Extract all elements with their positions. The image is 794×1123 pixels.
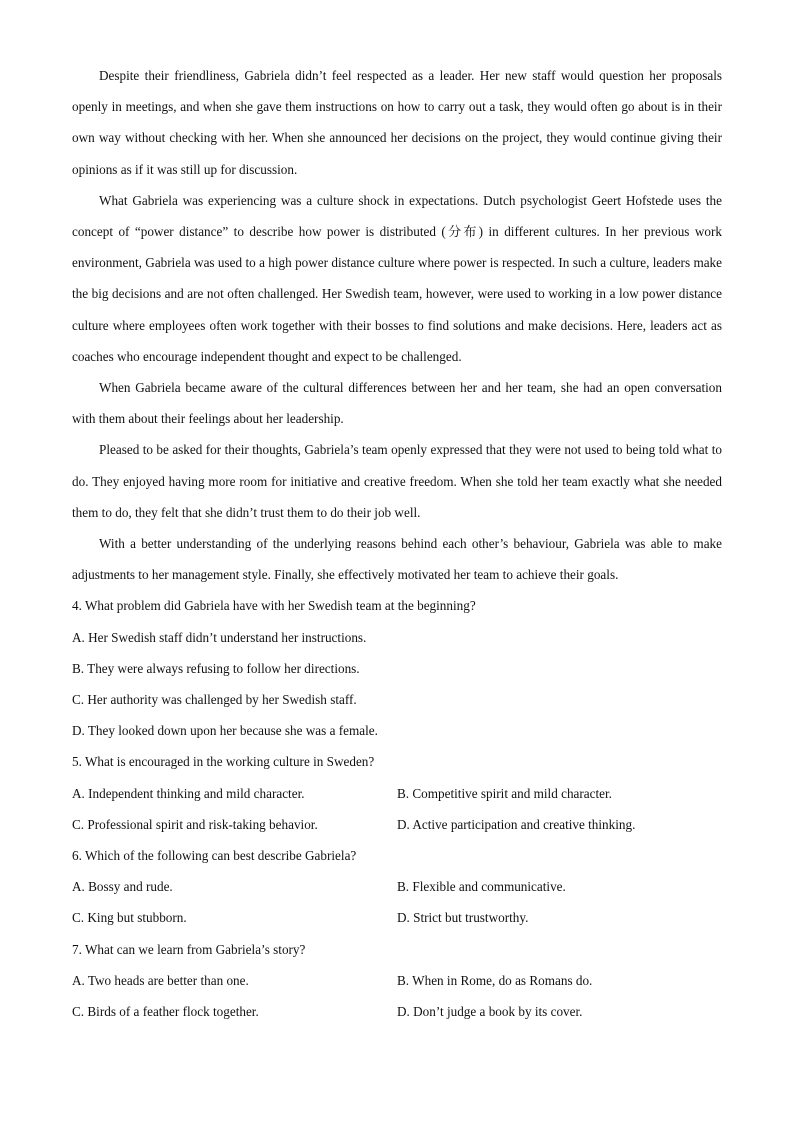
option-b: B. Competitive spirit and mild character. xyxy=(397,785,612,801)
question-stem: 6. Which of the following can best describe Gabriela? xyxy=(72,848,357,864)
option-d: D. Strict but trustworthy. xyxy=(397,910,529,926)
passage-paragraph-3: When Gabriela became aware of the cultural differences between her and her team, she had an open conversation with them about their feelings about her leadership. xyxy=(72,380,722,427)
option-row xyxy=(72,996,722,1027)
option-row xyxy=(72,871,722,902)
document-page xyxy=(72,60,722,1027)
option-b: B. They were always refusing to follow her directions. xyxy=(72,660,360,676)
option-c: C. Her authority was challenged by her Swedish staff. xyxy=(72,692,357,708)
option-a: A. Bossy and rude. xyxy=(72,879,173,895)
option-row xyxy=(72,778,722,809)
option-c: C. King but stubborn. xyxy=(72,910,187,926)
option-b: B. Flexible and communicative. xyxy=(397,879,566,895)
option-d: D. Active participation and creative thinking. xyxy=(397,816,636,832)
question-stem: 5. What is encouraged in the working culture in Sweden? xyxy=(72,754,375,770)
passage-paragraph-5: With a better understanding of the underlying reasons behind each other’s behaviour, Gabriela was able to make adjustments to her management style. Finally, she effectively motivated her team to achieve their goals. xyxy=(72,536,722,583)
option-c: C. Professional spirit and risk-taking behavior. xyxy=(72,816,318,832)
question-6 xyxy=(72,840,722,934)
option-a: A. Her Swedish staff didn’t understand her instructions. xyxy=(72,629,367,645)
passage-paragraph-4: Pleased to be asked for their thoughts, Gabriela’s team openly expressed that they were not used to being told what to do. They enjoyed having more room for initiative and creative freedom. When she told her team exactly what she needed them to do, they felt that she didn’t trust them to do their job well. xyxy=(72,442,722,520)
option-d: D. They looked down upon her because she was a female. xyxy=(72,723,378,739)
option-b: B. When in Rome, do as Romans do. xyxy=(397,972,593,988)
option-row xyxy=(72,809,722,840)
question-stem: 4. What problem did Gabriela have with her Swedish team at the beginning? xyxy=(72,598,476,614)
question-5 xyxy=(72,746,722,840)
option-a: A. Two heads are better than one. xyxy=(72,972,249,988)
option-a: A. Independent thinking and mild character. xyxy=(72,785,305,801)
option-row xyxy=(72,902,722,933)
option-c: C. Birds of a feather flock together. xyxy=(72,1004,259,1020)
question-4 xyxy=(72,590,722,746)
passage-paragraph-1: Despite their friendliness, Gabriela didn’t feel respected as a leader. Her new staff would question her proposals openly in meetings, and when she gave them instructions on how to carry out a task, they would often go about is in their own way without checking with her. When she announced her decisions on the project, they would continue giving their opinions as if it was still up for discussion. xyxy=(72,68,722,177)
option-d: D. Don’t judge a book by its cover. xyxy=(397,1004,583,1020)
question-7 xyxy=(72,934,722,1028)
question-stem: 7. What can we learn from Gabriela’s story? xyxy=(72,941,306,957)
option-row xyxy=(72,965,722,996)
passage-paragraph-2: What Gabriela was experiencing was a culture shock in expectations. Dutch psychologist Geert Hofstede uses the concept of “power distance” to describe how power is distributed (分布) in different cultures. In her previous work environment, Gabriela was used to a high power distance culture where power is respected. In such a culture, leaders make the big decisions and are not often challenged. Her Swedish team, however, were used to working in a low power distance culture where employees often work together with their bosses to find solutions and make decisions. Here, leaders act as coaches who encourage independent thought and expect to be challenged. xyxy=(72,192,722,364)
